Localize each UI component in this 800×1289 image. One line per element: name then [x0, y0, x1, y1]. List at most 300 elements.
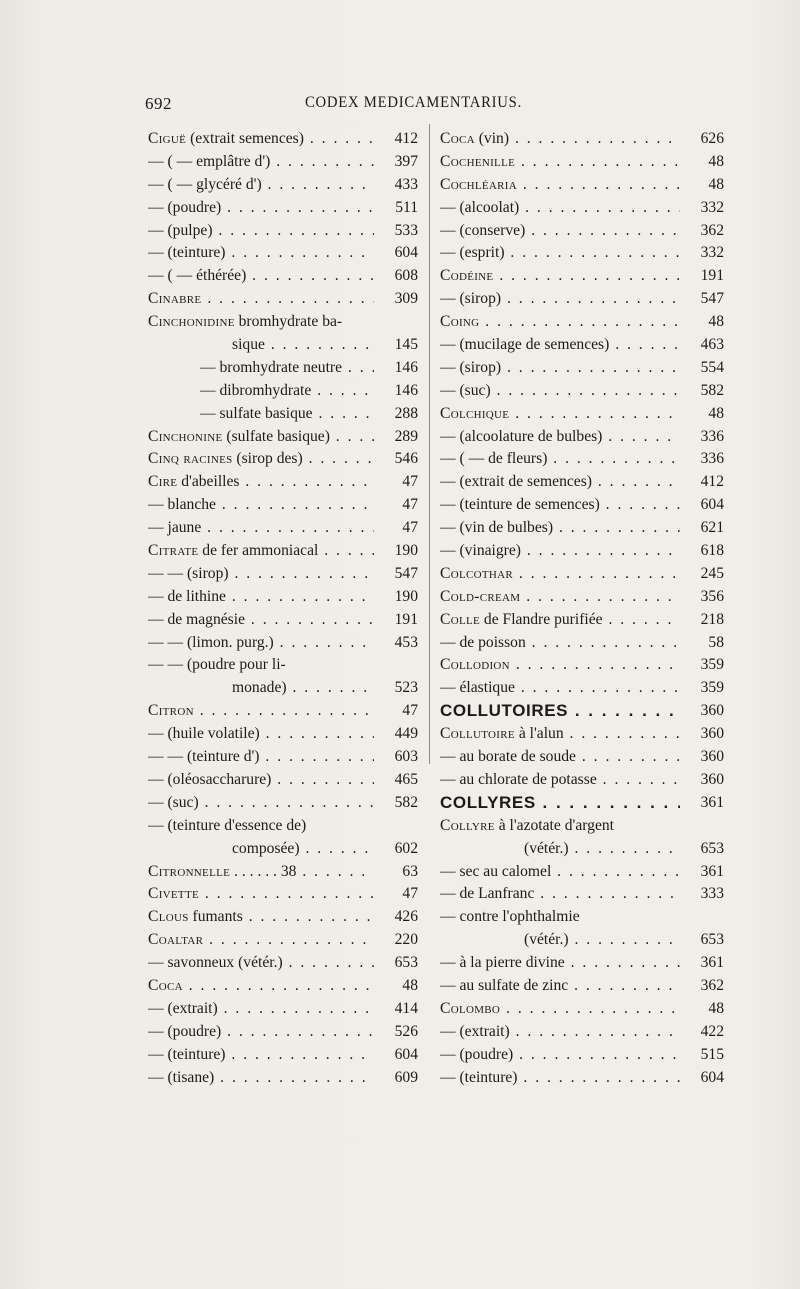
index-entry	[440, 448, 724, 471]
index-entry	[148, 242, 418, 265]
entry-head: — (extrait)	[440, 1022, 510, 1040]
entry-text	[440, 1021, 680, 1044]
entry-head: — (teinture)	[440, 1068, 518, 1086]
entry-page-number: 608	[394, 267, 418, 285]
entry-text	[440, 471, 680, 494]
entry-text	[148, 952, 374, 975]
entry-page-number: 48	[708, 404, 724, 422]
index-entry	[440, 563, 724, 586]
entry-page-number: 426	[394, 908, 418, 926]
entry-text	[148, 632, 374, 655]
index-entry	[148, 906, 418, 929]
entry-page-number: 412	[700, 473, 724, 491]
entry-page-number: 48	[708, 175, 724, 193]
index-entry	[148, 151, 418, 174]
index-entry	[440, 151, 724, 174]
entry-head: — (vin de bulbes)	[440, 519, 554, 537]
entry-head: Collutoire	[440, 725, 515, 743]
entry-page-number: 191	[394, 610, 418, 628]
index-entry	[148, 1067, 418, 1090]
entry-text	[440, 792, 680, 815]
index-entry	[440, 746, 724, 769]
index-entry	[148, 654, 418, 677]
entry-text	[148, 586, 374, 609]
entry-text	[148, 471, 374, 494]
entry-head: — de Lanfranc	[440, 885, 535, 903]
entry-head: Clous	[148, 908, 189, 926]
entry-text	[440, 403, 680, 426]
entry-page-number: 603	[394, 748, 418, 766]
entry-text	[440, 494, 680, 517]
entry-page-number: 361	[700, 954, 724, 972]
entry-text	[148, 700, 374, 723]
entry-text	[440, 700, 680, 723]
entry-page-number: 220	[394, 931, 418, 949]
entry-text	[148, 746, 374, 769]
entry-head: — (conserve)	[440, 221, 526, 239]
entry-page-number: 63	[402, 862, 418, 880]
entry-head: Collodion	[440, 656, 510, 674]
entry-head: — jaune	[148, 519, 202, 537]
entry-head: — (huile volatile)	[148, 725, 260, 743]
entry-text	[440, 540, 680, 563]
index-entry	[148, 311, 418, 334]
entry-page-number: 618	[700, 542, 724, 560]
entry-head: — — (teinture d')	[148, 748, 260, 766]
entry-page-number: 47	[402, 885, 418, 903]
entry-page-number: 604	[700, 496, 724, 514]
entry-text	[440, 242, 680, 265]
entry-page-number: 359	[700, 679, 724, 697]
entry-head: — dibromhydrate	[200, 381, 312, 399]
entry-text	[440, 174, 680, 197]
entry-text	[440, 632, 680, 655]
entry-head: — (suc)	[148, 793, 199, 811]
index-entry	[440, 654, 724, 677]
index-entry	[148, 357, 418, 380]
entry-head: Colombo	[440, 999, 501, 1017]
entry-page-number: 602	[394, 839, 418, 857]
entry-page-number: 653	[700, 931, 724, 949]
entry-head: Coca	[440, 130, 475, 147]
entry-page-number: 526	[394, 1022, 418, 1040]
entry-text	[440, 563, 680, 586]
entry-head: Cire	[148, 473, 178, 491]
entry-page-number: 336	[700, 450, 724, 468]
index-entry	[440, 220, 724, 243]
index-entry	[148, 517, 418, 540]
entry-text	[440, 677, 680, 700]
entry-page-number: 218	[700, 610, 724, 628]
entry-page-number: 653	[394, 954, 418, 972]
entry-head: — de poisson	[440, 633, 526, 651]
entry-page-number: 48	[708, 999, 724, 1017]
entry-text	[148, 517, 374, 540]
entry-page-number: 333	[700, 885, 724, 903]
index-entry	[440, 494, 724, 517]
index-entry	[440, 975, 724, 998]
index-entry	[148, 632, 418, 655]
index-entry	[440, 769, 724, 792]
index-entry	[440, 128, 724, 151]
entry-text	[148, 426, 374, 449]
entry-head: — à la pierre divine	[440, 954, 565, 972]
index-entry	[148, 471, 418, 494]
entry-detail: (sirop des)	[236, 450, 303, 468]
entry-head: — élastique	[440, 679, 515, 697]
entry-head: — ( — emplâtre d')	[148, 152, 271, 170]
entry-page-number: 309	[394, 290, 418, 308]
index-entry	[440, 929, 724, 952]
entry-head: monade)	[232, 679, 287, 697]
entry-page-number: 47	[402, 702, 418, 720]
entry-page-number: 547	[394, 564, 418, 582]
entry-text	[440, 1044, 680, 1067]
entry-text	[148, 723, 374, 746]
entry-text	[440, 609, 680, 632]
entry-head: Coing	[440, 313, 480, 331]
entry-text	[440, 769, 680, 792]
entry-text	[440, 197, 680, 220]
index-entry	[440, 471, 724, 494]
entry-text	[148, 998, 374, 1021]
index-entry	[440, 632, 724, 655]
entry-detail: à l'alun	[518, 725, 564, 743]
index-entry	[148, 220, 418, 243]
entry-head: — au chlorate de potasse	[440, 770, 597, 788]
entry-head: — (extrait de semences)	[440, 473, 592, 491]
entry-text	[148, 815, 374, 838]
entry-page-number: 332	[700, 244, 724, 262]
entry-text	[440, 861, 680, 884]
index-entry	[148, 380, 418, 403]
index-entry	[440, 723, 724, 746]
index-entry	[440, 952, 724, 975]
entry-text	[440, 517, 680, 540]
entry-head: Cinchonidine	[148, 313, 235, 331]
entry-head: (vétér.)	[524, 839, 569, 857]
entry-text	[148, 311, 374, 334]
running-title: CODEX MEDICAMENTARIUS.	[305, 94, 523, 111]
index-entry	[148, 563, 418, 586]
entry-head: — (sirop)	[440, 358, 502, 376]
entry-detail: . . . . . . 38	[234, 862, 297, 880]
entry-text	[148, 861, 374, 884]
entry-text	[440, 151, 680, 174]
entry-text	[148, 906, 374, 929]
entry-head: Citronnelle	[148, 862, 231, 880]
entry-detail: (extrait semences)	[190, 130, 304, 147]
entry-text	[148, 357, 374, 380]
entry-page-number: 449	[394, 725, 418, 743]
entry-page-number: 288	[394, 404, 418, 422]
entry-text	[148, 174, 374, 197]
entry-text	[148, 929, 374, 952]
entry-text	[148, 654, 374, 677]
entry-text	[440, 288, 680, 311]
index-entry	[148, 746, 418, 769]
index-entry	[148, 174, 418, 197]
entry-head: — (poudre)	[148, 1022, 222, 1040]
index-entry	[148, 494, 418, 517]
index-entry	[148, 769, 418, 792]
entry-page-number: 609	[394, 1068, 418, 1086]
entry-page-number: 47	[402, 496, 418, 514]
entry-head: — (tisane)	[148, 1068, 215, 1086]
entry-text	[148, 609, 374, 632]
entry-head: Coca	[148, 976, 183, 994]
entry-text	[440, 334, 680, 357]
entry-page-number: 359	[700, 656, 724, 674]
entry-page-number: 48	[708, 313, 724, 331]
entry-head: — (mucilage de semences)	[440, 336, 610, 354]
index-entry	[440, 311, 724, 334]
entry-head: — contre l'ophthalmie	[440, 908, 580, 926]
entry-detail: bromhydrate ba-	[238, 313, 343, 331]
index-entry	[148, 128, 418, 151]
entry-page-number: 190	[394, 587, 418, 605]
entry-head: (vétér.)	[524, 931, 569, 949]
column-divider	[429, 124, 430, 764]
entry-head: COLLUTOIRES	[440, 701, 569, 721]
index-entry	[148, 998, 418, 1021]
entry-text	[148, 563, 374, 586]
page-number: 692	[145, 94, 172, 113]
entry-page-number: 412	[394, 130, 418, 147]
entry-page-number: 547	[700, 290, 724, 308]
index-entry	[148, 838, 418, 861]
entry-head: — ( — éthérée)	[148, 267, 247, 285]
entry-head: — savonneux (vétér.)	[148, 954, 283, 972]
entry-text	[148, 883, 374, 906]
entry-head: — sulfate basique	[200, 404, 313, 422]
entry-text	[440, 380, 680, 403]
entry-head: Cinchonine	[148, 427, 223, 445]
entry-head: — au sulfate de zinc	[440, 976, 569, 994]
entry-head: — blanche	[148, 496, 216, 514]
entry-page-number: 604	[394, 244, 418, 262]
entry-text	[148, 242, 374, 265]
index-entry	[440, 1021, 724, 1044]
index-entry	[440, 861, 724, 884]
entry-page-number: 515	[700, 1045, 724, 1063]
entry-text	[148, 1044, 374, 1067]
entry-text	[440, 357, 680, 380]
entry-text	[148, 1021, 374, 1044]
entry-page-number: 360	[700, 702, 724, 720]
entry-page-number: 360	[700, 770, 724, 788]
entry-page-number: 582	[700, 381, 724, 399]
index-entry	[440, 609, 724, 632]
entry-text	[148, 540, 374, 563]
index-entry	[440, 357, 724, 380]
index-entry	[440, 288, 724, 311]
entry-detail: (sulfate basique)	[226, 427, 330, 445]
entry-text	[440, 128, 680, 151]
entry-head: — de lithine	[148, 587, 226, 605]
entry-head: — (extrait)	[148, 999, 218, 1017]
entry-text	[148, 975, 374, 998]
entry-page-number: 433	[394, 175, 418, 193]
entry-text	[148, 380, 374, 403]
entry-page-number: 414	[394, 999, 418, 1017]
entry-head: Colcothar	[440, 564, 513, 582]
entry-page-number: 191	[700, 267, 724, 285]
page-header	[145, 94, 735, 118]
entry-page-number: 453	[394, 633, 418, 651]
index-entry	[148, 929, 418, 952]
index-entry	[440, 517, 724, 540]
entry-text	[440, 1067, 680, 1090]
entry-page-number: 653	[700, 839, 724, 857]
entry-head: Cold-cream	[440, 587, 521, 605]
index-entry	[148, 403, 418, 426]
entry-detail: d'abeilles	[181, 473, 240, 491]
index-entry	[440, 540, 724, 563]
entry-text	[440, 998, 680, 1021]
entry-head: Colchique	[440, 404, 510, 422]
entry-page-number: 146	[394, 381, 418, 399]
index-entry	[440, 838, 724, 861]
entry-text	[440, 883, 680, 906]
index-column-right	[440, 128, 724, 1089]
entry-detail: de Flandre purifiée	[483, 610, 603, 628]
entry-detail: de fer ammoniacal	[202, 542, 319, 560]
index-entry	[148, 288, 418, 311]
entry-page-number: 422	[700, 1022, 724, 1040]
entry-head: Civette	[148, 885, 199, 903]
entry-page-number: 360	[700, 725, 724, 743]
entry-page-number: 604	[394, 1045, 418, 1063]
entry-text	[440, 929, 680, 952]
entry-text	[148, 792, 374, 815]
entry-head: — sec au calomel	[440, 862, 552, 880]
entry-page-number: 47	[402, 519, 418, 537]
entry-text	[440, 975, 680, 998]
index-entry	[440, 883, 724, 906]
entry-page-number: 289	[394, 427, 418, 445]
entry-head: — (teinture d'essence de)	[148, 816, 307, 834]
entry-head: Citrate	[148, 542, 199, 560]
entry-head: — (poudre)	[440, 1045, 514, 1063]
entry-page-number: 190	[394, 542, 418, 560]
entry-head: — (teinture)	[148, 244, 226, 262]
entry-head: — (oléosaccharure)	[148, 770, 272, 788]
index-entry	[148, 197, 418, 220]
entry-page-number: 397	[394, 152, 418, 170]
entry-text	[440, 654, 680, 677]
entry-text	[440, 586, 680, 609]
entry-text	[148, 128, 374, 151]
entry-page-number: 621	[700, 519, 724, 537]
index-entry	[440, 906, 724, 929]
entry-text	[148, 448, 374, 471]
entry-head: — (teinture de semences)	[440, 496, 600, 514]
entry-head: — (alcoolature de bulbes)	[440, 427, 603, 445]
entry-head: composée)	[232, 839, 300, 857]
index-entry	[440, 380, 724, 403]
entry-head: Collyre	[440, 816, 495, 834]
entry-page-number: 546	[394, 450, 418, 468]
entry-page-number: 146	[394, 358, 418, 376]
entry-head: Colle	[440, 610, 481, 628]
entry-text	[148, 494, 374, 517]
index-entry	[148, 1021, 418, 1044]
entry-page-number: 245	[700, 564, 724, 582]
entry-head: — (esprit)	[440, 244, 505, 262]
index-entry	[440, 403, 724, 426]
index-entry	[148, 883, 418, 906]
entry-page-number: 360	[700, 748, 724, 766]
entry-detail: fumants	[192, 908, 243, 926]
entry-head: COLLYRES	[440, 792, 536, 812]
entry-text	[148, 265, 374, 288]
entry-page-number: 582	[394, 793, 418, 811]
entry-page-number: 463	[700, 336, 724, 354]
entry-head: sique	[232, 336, 265, 354]
entry-page-number: 362	[700, 221, 724, 239]
entry-page-number: 361	[700, 793, 724, 811]
entry-head: — (suc)	[440, 381, 491, 399]
entry-head: Cochenille	[440, 152, 516, 170]
index-entry	[440, 815, 724, 838]
entry-head: Citron	[148, 702, 194, 720]
index-entry	[440, 197, 724, 220]
entry-page-number: 356	[700, 587, 724, 605]
index-entry	[148, 861, 418, 884]
entry-text	[148, 403, 374, 426]
index-entry	[148, 540, 418, 563]
index-entry	[148, 265, 418, 288]
index-entry	[148, 586, 418, 609]
index-entry	[440, 677, 724, 700]
index-entry	[440, 998, 724, 1021]
entry-text	[440, 311, 680, 334]
index-entry	[148, 952, 418, 975]
entry-head: — au borate de soude	[440, 748, 576, 766]
index-entry	[148, 700, 418, 723]
entry-head: Ciguë	[148, 130, 187, 147]
entry-text	[148, 838, 374, 861]
entry-page-number: 48	[708, 152, 724, 170]
entry-page-number: 145	[394, 336, 418, 354]
entry-head: — (sirop)	[440, 290, 502, 308]
entry-head: — — (sirop)	[148, 564, 229, 582]
entry-head: — (pulpe)	[148, 221, 213, 239]
entry-text	[148, 220, 374, 243]
entry-head: — ( — glycéré d')	[148, 175, 262, 193]
entry-text	[440, 906, 680, 929]
entry-text	[148, 334, 374, 357]
entry-text	[148, 288, 374, 311]
entry-page-number: 362	[700, 976, 724, 994]
index-entry	[440, 1044, 724, 1067]
entry-head: Cinabre	[148, 290, 202, 308]
entry-head: — — (limon. purg.)	[148, 633, 274, 651]
entry-page-number: 48	[402, 976, 418, 994]
entry-text	[148, 677, 374, 700]
entry-text	[148, 769, 374, 792]
entry-page-number: 465	[394, 770, 418, 788]
index-entry	[148, 975, 418, 998]
entry-head: Cinq racines	[148, 450, 233, 468]
entry-page-number: 626	[700, 130, 724, 147]
index-entry	[148, 723, 418, 746]
entry-head: — (vinaigre)	[440, 542, 521, 560]
entry-head: — ( — de fleurs)	[440, 450, 548, 468]
entry-text	[148, 1067, 374, 1090]
index-entry	[440, 174, 724, 197]
